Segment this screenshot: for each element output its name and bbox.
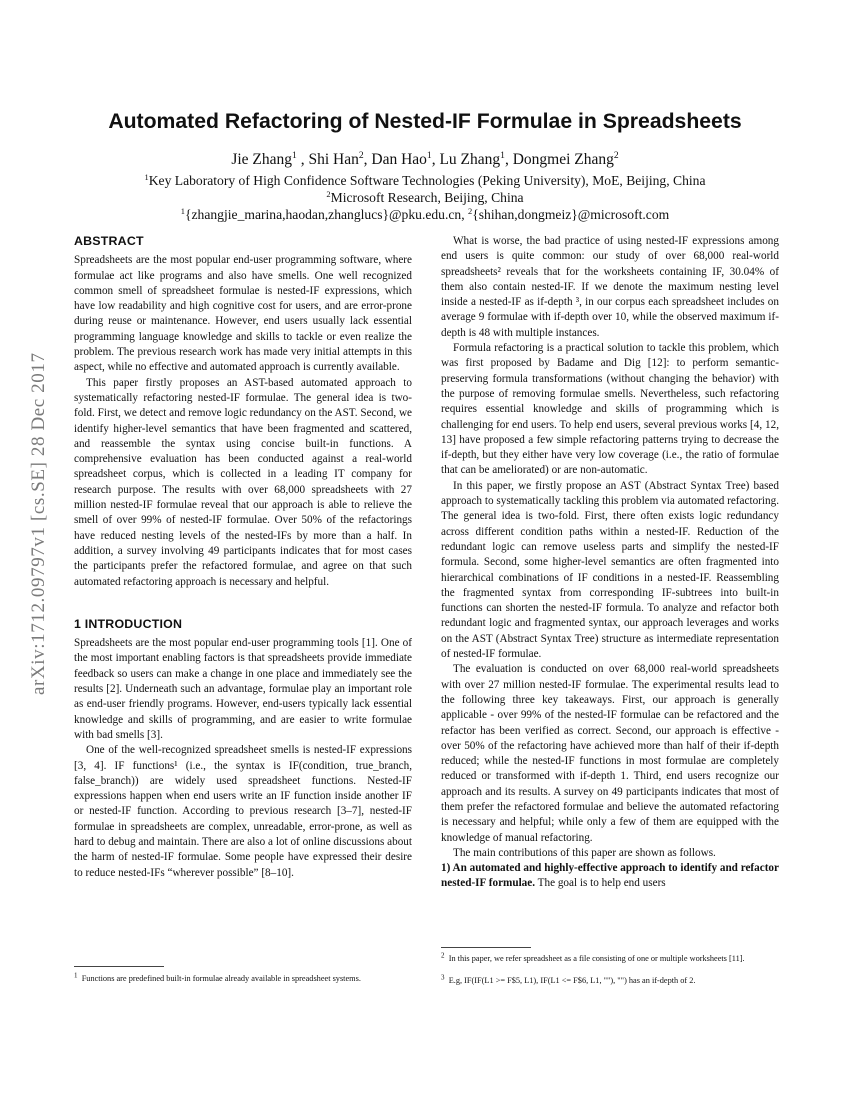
email-group: {zhangjie_marina,haodan,zhanglucs}@pku.edu.cn, [185,207,465,222]
footnote-text: Functions are predefined built-in formulae already available in spreadsheet systems. [81,974,361,983]
body-paragraph: What is worse, the bad practice of using nested-IF expressions among end users is quite common: our study of over 68,000 real-world spreadsheets² reveals that for the worksheets containing IF, 30.04% of them also contain nested-IF. If we denote the maximum nesting level inside a nested-IF as if-depth ³, in our corpus each spreadsheet includes on average 9 formulae with if-depth over 10, while the observed maximum if-depth is 48 with multiple instances. [441,235,779,339]
affil-mark: 2 [468,205,473,216]
body-paragraph: Formula refactoring is a practical solution to tackle this problem, which was first proposed by Badame and Dig [12]: to perform semantic-preserving formula transformations (without changing the behavior) with the purpose of removing formulae smells. Nevertheless, such refactoring requires essential knowledge and skills of programming which is challenging for end users. To help end users, several previous works [4, 12, 13] have proposed a few simple refactoring patterns trying to decrease the if-depth, but they either have very low coverage (i.e., the ratio of formulae that can be ameliorated) or are non-automatic. [441,342,779,477]
author-name: Jie Zhang [231,151,293,168]
footnote-1 [74,973,412,984]
footnote-mark: 2 [441,951,445,960]
paper-title: Automated Refactoring of Nested-IF Formulae in Spreadsheets [108,110,742,133]
arxiv-stamp-text: arXiv:1712.09797v1 [cs.SE] 28 Dec 2017 [28,352,49,695]
footnote-mark: 1 [74,971,78,980]
arxiv-stamp [22,295,54,695]
body-paragraph: The main contributions of this paper are shown as follows. [453,846,716,859]
contribution-paragraph [441,861,779,892]
author-affil-mark: 1 [292,150,297,162]
author-name: Shi Han [308,151,359,168]
affiliation-1 [0,173,850,189]
body-paragraph: Spreadsheets are the most popular end-user programming tools [1]. One of the most important enabling factors is that spreadsheets provide immediate feedback so users can make a change in one place and immediately see the results [2]. Underneath such an advantage, formulae play an important role as end-user friendly programs. However, end-users typically lack essential knowledge and skills of programming, and are easier to write formulae with bad smells [3]. [74,637,412,741]
affil-mark: 1 [180,205,185,216]
footnote-3 [441,975,779,986]
affiliation-text: Key Laboratory of High Confidence Software Technologies (Peking University), MoE, Beijing, China [148,173,706,188]
author-affil-mark: 2 [613,150,619,162]
intro-heading: 1 INTRODUCTION [74,616,183,631]
footnote-mark: 3 [441,973,445,982]
footnote-rule [441,947,531,948]
abstract-heading: ABSTRACT [74,234,144,248]
footnote-text: E.g, IF(IF(L1 >= F$5, L1), IF(L1 <= F$6, L1, ""), "") has an if-depth of 2. [448,976,696,985]
right-column [441,234,779,892]
footnote-text: In this paper, we refer spreadsheet as a file consisting of one or multiple worksheets [11]. [448,954,745,963]
body-paragraph: In this paper, we firstly propose an AST (Abstract Syntax Tree) based approach to systematically tackling this problem via automated refactoring. The general idea is two-fold. First, there often exists logic redundancy across different condition paths within a nested-IF. Reduction of the redundant logic can remove useless parts and simplify the nested-IF formula. Second, some higher-level semantics are often fragmented into hierarchical combinations of IF conditions in a nested-IF. Reassembling the fragmented syntax from corresponding IF-subtrees into built-in functions can shorten the nested-IF formula. To analyze and refactor both redundant logic and fragmented syntax, our approach leverages and works on the AST (Abstract Syntax Tree) structure as intermediate representation of nested-IF formulae. [441,479,779,661]
author-affil-mark: 1 [426,150,432,162]
body-paragraph: The evaluation is conducted on over 68,000 real-world spreadsheets with over 27 million nested-IF formulae. The experimental results lead to the following three key takeaways. First, our approach is generally applicable - over 99% of the nested-IF formulae can be refactored and the refactor has been verified as correct. Second, our approach is effective - over 50% of the refactoring have achieved more than half of their if-depth reduced; while the nested-IF functions in most formulae are completely reduced or transformed with if-depth 1. Third, end users recognize our approach and its results. A survey on 49 participants indicates that most of them prefer the refactored formulae and believe the automated refactoring is necessary and helpful; while only a few of them are equipped with the knowledge of manual refactoring. [441,663,779,844]
body-paragraph: One of the well-recognized spreadsheet smells is nested-IF expressions [3, 4]. IF functions¹ (i.e., the syntax is IF(condition, true_branch, false_branch)) are widely used spreadsheet functions. Nested-IF expressions happen when end users write an IF function inside another IF or nested-IF function. According to previous research [3–7], nested-IF formulae in spreadsheets are complex, unreadable, error-prone, as well as hard to debug and maintain. There are also a lot of online discussions about the harm of nested-IF formulae. Some people have expressed their desire to reduce nested-IFs “wherever possible” [8–10]. [74,744,412,879]
author-affil-mark: 1 [500,150,505,162]
author-name: Lu Zhang [439,151,501,168]
footnote-2 [441,953,779,964]
author-list: Jie Zhang$^1$ , Shi Han$^2$, Dan Hao$^1$, Lu Zhang$^1$, Dongmei Zhang$^2$ [231,150,619,168]
affil-mark: 2 [326,188,331,199]
left-column [74,234,412,881]
email-group: {shihan,dongmeiz}@microsoft.com [472,207,670,222]
contribution-text: The goal is to help end users [535,877,666,890]
abstract-paragraph: Spreadsheets are the most popular end-user programming software, where formulae act like programs and also have smells. One well recognized common smell of spreadsheet formulae is nested-IF expressions, which have low readability and high cognitive cost for users, and are error-prone during reuse or maintenance. However, end users usually lack essential programming language knowledge and skills to tackle or even realize the problem. The previous research work has made very initial attempts in this aspect, while no effective and automated approach is currently available. [74,254,412,374]
author-name: Dan Hao [371,151,427,168]
contribution-title: 1) An automated and highly-effective approach to identify and refactor nested-IF formulae. [441,862,779,890]
author-affil-mark: 2 [358,150,364,162]
affil-mark: 1 [144,171,149,182]
affiliation-text: Microsoft Research, Beijing, China [330,190,524,205]
abstract-paragraph: This paper firstly proposes an AST-based automated approach to systematically refactoring nested-IF formulae. The general idea is two-fold. First, we detect and remove logic redundancy on the AST. Second, we identify higher-level semantics that have been fragmented and scattered, and reassemble the syntax using concise built-in functions. A comprehensive evaluation has been conducted against a real-world spreadsheet corpus, which is collected in a leading IT company for research purpose. The results with over 68,000 spreadsheets with 27 million nested-IF formulae reveal that our approach is able to relieve the smell of over 99% of nested-IF formulae. Over 50% of the refactorings have reduced nesting levels of the nested-IFs by more than a half. In addition, a survey involving 49 participants indicates that for most cases the participants prefer the refactored formulae, and agree on that such automated refactoring approach is necessary and helpful. [74,376,412,588]
affiliation-2 [0,190,850,206]
author-emails [0,207,850,223]
footnote-rule [74,966,164,967]
author-name: Dongmei Zhang [512,151,614,168]
